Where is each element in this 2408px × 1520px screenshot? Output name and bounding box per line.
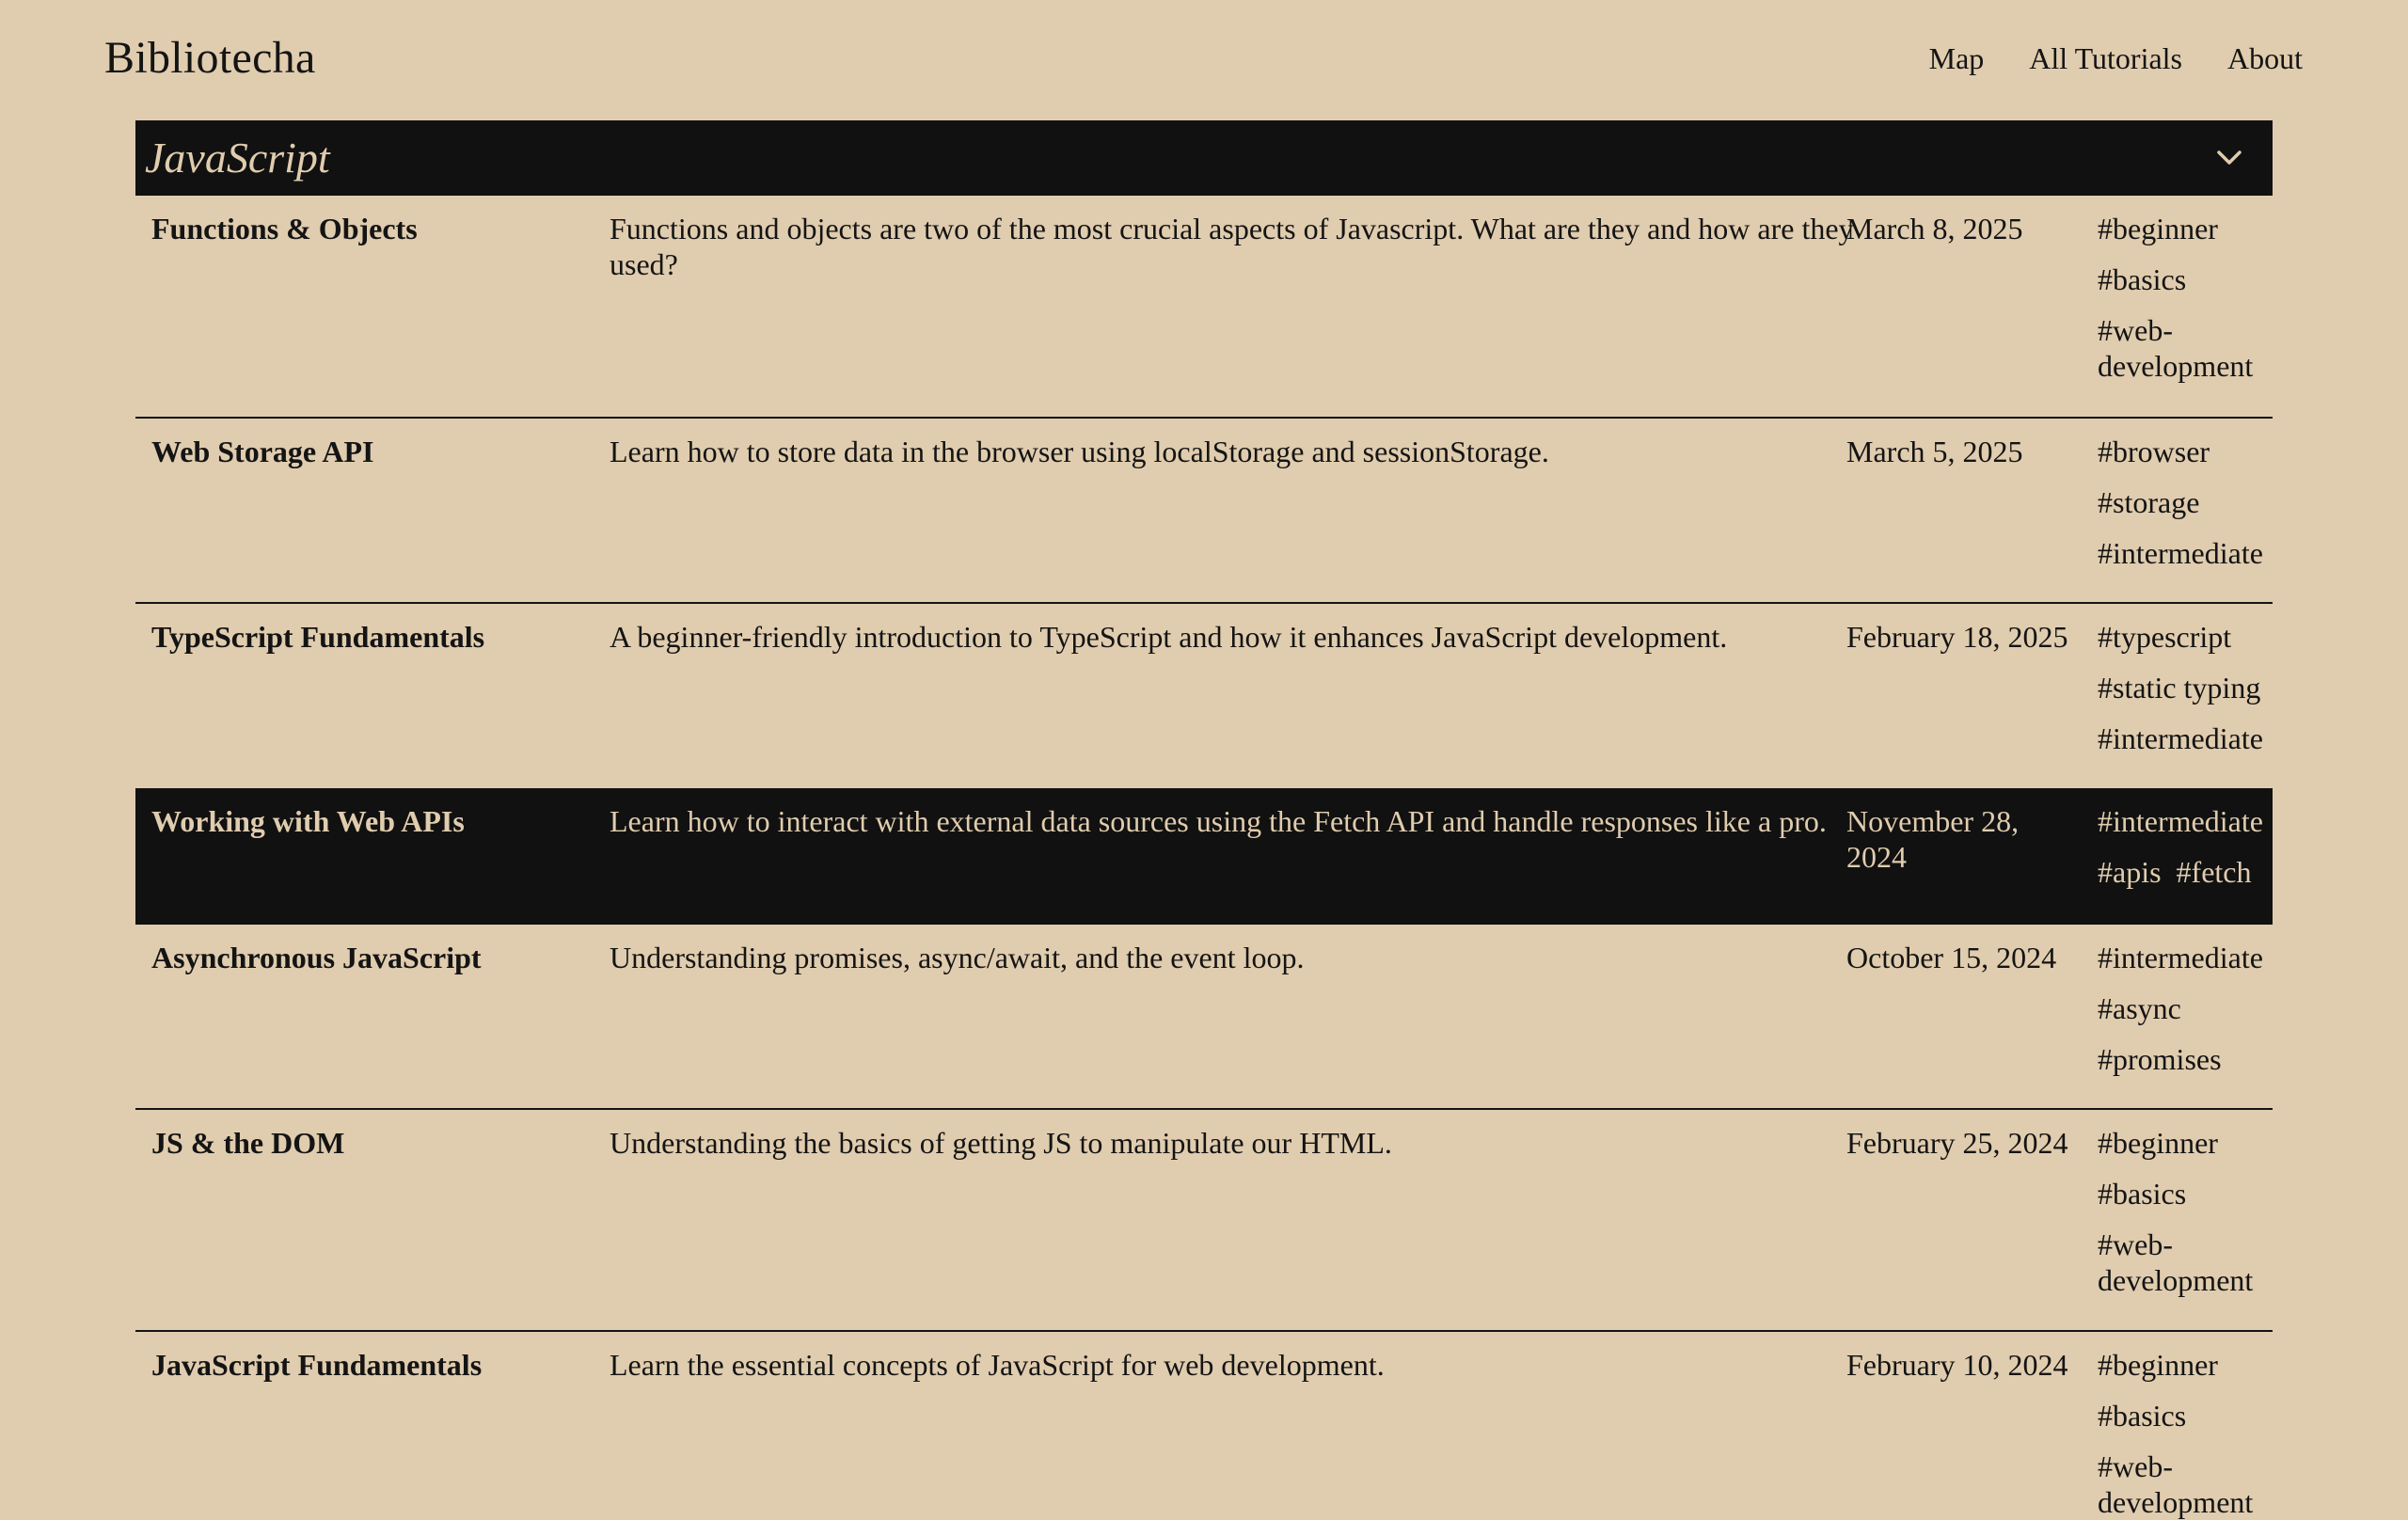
tag[interactable]: #storage — [2098, 485, 2200, 519]
tag[interactable]: #static typing — [2098, 671, 2261, 705]
tag[interactable]: #intermediate — [2098, 536, 2263, 570]
tutorial-title[interactable]: Working with Web APIs — [151, 804, 465, 838]
tag[interactable]: #web-development — [2098, 1227, 2254, 1297]
tutorial-row[interactable] — [135, 1110, 2273, 1332]
tutorial-description: Understanding the basics of getting JS to manipulate our HTML. — [610, 1126, 1392, 1160]
tutorial-date: March 8, 2025 — [1846, 212, 2023, 245]
main-nav — [1929, 34, 2303, 83]
tutorial-description: Learn how to interact with external data sources using the Fetch API and handle responses like a pro. — [610, 804, 1827, 838]
tag[interactable]: #apis — [2098, 855, 2162, 889]
tag[interactable]: #intermediate — [2098, 804, 2263, 838]
tutorial-tags — [2098, 1125, 2258, 1298]
tutorial-row[interactable] — [135, 925, 2273, 1110]
tutorial-date: March 5, 2025 — [1846, 435, 2023, 468]
tutorial-date: February 25, 2024 — [1846, 1126, 2068, 1160]
tutorial-row-highlighted[interactable] — [135, 788, 2273, 925]
chevron-down-icon[interactable] — [2214, 143, 2244, 173]
nav-about-link[interactable]: About — [2227, 41, 2303, 75]
tutorial-description: Learn the essential concepts of JavaScript for web development. — [610, 1348, 1385, 1382]
section-header[interactable] — [135, 120, 2273, 196]
tag[interactable]: #basics — [2098, 262, 2187, 296]
site-header — [0, 0, 2408, 119]
section-title: JavaScript — [145, 134, 330, 182]
tutorial-row[interactable] — [135, 419, 2273, 604]
tag[interactable]: #intermediate — [2098, 941, 2263, 974]
tag[interactable]: #intermediate — [2098, 721, 2263, 755]
tutorial-title[interactable]: Functions & Objects — [151, 212, 418, 245]
tutorial-title[interactable]: Asynchronous JavaScript — [151, 941, 482, 974]
tag[interactable]: #beginner — [2098, 1126, 2218, 1160]
tag[interactable]: #typescript — [2098, 620, 2232, 654]
nav-map-link[interactable]: Map — [1928, 41, 1985, 75]
site-brand[interactable]: Bibliotecha — [104, 33, 316, 83]
tag[interactable]: #basics — [2098, 1177, 2187, 1211]
tutorial-row[interactable] — [135, 1332, 2273, 1519]
tag[interactable]: #web-development — [2098, 313, 2254, 383]
tag[interactable]: #async — [2098, 991, 2181, 1025]
javascript-section — [135, 120, 2273, 1519]
nav-all-tutorials-link[interactable]: All Tutorials — [2029, 41, 2182, 75]
tutorial-tags — [2098, 940, 2286, 1077]
tutorial-title[interactable]: JavaScript Fundamentals — [151, 1348, 483, 1382]
tutorial-tags — [2098, 211, 2258, 384]
tag[interactable]: #beginner — [2098, 1348, 2218, 1382]
tutorial-title[interactable]: TypeScript Fundamentals — [151, 620, 485, 654]
tag[interactable]: #promises — [2098, 1042, 2222, 1076]
tutorial-title[interactable]: JS & the DOM — [151, 1126, 345, 1160]
tutorial-date: February 10, 2024 — [1846, 1348, 2068, 1382]
tag[interactable]: #web-development — [2098, 1449, 2254, 1519]
tutorial-date: February 18, 2025 — [1846, 620, 2068, 654]
tutorial-title[interactable]: Web Storage API — [151, 435, 374, 468]
tutorial-tags — [2098, 1347, 2258, 1520]
tutorial-row[interactable] — [135, 604, 2273, 788]
tutorial-description: Understanding promises, async/await, and the event loop. — [610, 941, 1305, 974]
tutorial-date: November 28, 2024 — [1846, 804, 2020, 874]
tutorial-list — [135, 196, 2273, 1519]
tutorial-description: A beginner-friendly introduction to TypeScript and how it enhances JavaScript development. — [610, 620, 1728, 654]
tag[interactable]: #fetch — [2176, 855, 2252, 889]
tag[interactable]: #browser — [2098, 435, 2210, 468]
tutorial-tags — [2098, 434, 2286, 571]
tag[interactable]: #beginner — [2098, 212, 2218, 245]
tutorial-date: October 15, 2024 — [1846, 941, 2057, 974]
tutorial-row[interactable] — [135, 196, 2273, 419]
tutorial-tags — [2098, 803, 2286, 890]
tutorial-description: Functions and objects are two of the most crucial aspects of Javascript. What are they and how are they used? — [610, 212, 1854, 281]
tag[interactable]: #basics — [2098, 1399, 2187, 1433]
tutorial-tags — [2098, 619, 2286, 756]
tutorial-description: Learn how to store data in the browser using localStorage and sessionStorage. — [610, 435, 1549, 468]
